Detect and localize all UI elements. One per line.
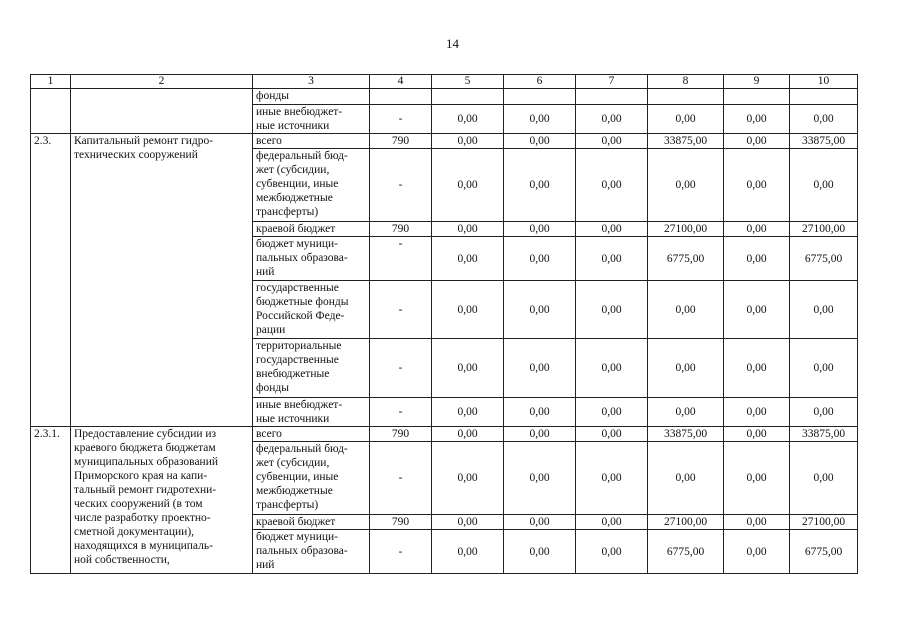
column-header: 5 <box>432 75 504 89</box>
value-cell-col-10: 6775,00 <box>790 530 858 574</box>
column-header: 9 <box>724 75 790 89</box>
table-body <box>31 75 858 574</box>
value-cell-col-9: 0,00 <box>724 398 790 427</box>
table-row <box>31 427 858 442</box>
value-cell-col-5: 0,00 <box>432 134 504 149</box>
item-number-cell: 2.3. <box>31 134 71 427</box>
value-cell-col-6: 0,00 <box>504 427 576 442</box>
value-cell-col-5: 0,00 <box>432 339 504 398</box>
funding-source-cell: всего <box>253 427 370 442</box>
value-cell-col-4: 790 <box>370 222 432 237</box>
item-number-cell <box>31 89 71 134</box>
column-header: 2 <box>71 75 253 89</box>
value-cell-col-8: 0,00 <box>648 442 724 515</box>
value-cell-col-10: 0,00 <box>790 442 858 515</box>
value-cell-col-9: 0,00 <box>724 339 790 398</box>
value-cell-col-8: 0,00 <box>648 281 724 339</box>
value-cell-col-10: 27100,00 <box>790 222 858 237</box>
value-cell-col-5: 0,00 <box>432 530 504 574</box>
value-cell-col-10: 0,00 <box>790 398 858 427</box>
value-cell-col-4: - <box>370 281 432 339</box>
value-cell-col-7: 0,00 <box>576 149 648 222</box>
value-cell-col-6: 0,00 <box>504 105 576 134</box>
value-cell-col-5: 0,00 <box>432 281 504 339</box>
value-cell-col-7: 0,00 <box>576 427 648 442</box>
value-cell-col-10: 0,00 <box>790 281 858 339</box>
value-cell-col-4: - <box>370 398 432 427</box>
value-cell-col-10 <box>790 89 858 105</box>
value-cell-col-6: 0,00 <box>504 442 576 515</box>
value-cell-col-7: 0,00 <box>576 530 648 574</box>
value-cell-col-7: 0,00 <box>576 237 648 281</box>
value-cell-col-5: 0,00 <box>432 237 504 281</box>
value-cell-col-8: 33875,00 <box>648 427 724 442</box>
value-cell-col-5: 0,00 <box>432 442 504 515</box>
item-name-cell <box>71 89 253 134</box>
item-number-cell: 2.3.1. <box>31 427 71 574</box>
value-cell-col-8: 6775,00 <box>648 530 724 574</box>
funding-source-cell: краевой бюджет <box>253 222 370 237</box>
value-cell-col-4: - <box>370 105 432 134</box>
value-cell-col-6: 0,00 <box>504 149 576 222</box>
value-cell-col-7: 0,00 <box>576 222 648 237</box>
value-cell-col-4: - <box>370 339 432 398</box>
value-cell-col-8: 0,00 <box>648 339 724 398</box>
value-cell-col-4 <box>370 89 432 105</box>
column-header: 8 <box>648 75 724 89</box>
value-cell-col-4: - <box>370 530 432 574</box>
value-cell-col-4: - <box>370 442 432 515</box>
column-header-row <box>31 75 858 89</box>
value-cell-col-5: 0,00 <box>432 149 504 222</box>
funding-source-cell: всего <box>253 134 370 149</box>
value-cell-col-9 <box>724 89 790 105</box>
value-cell-col-7: 0,00 <box>576 134 648 149</box>
value-cell-col-5: 0,00 <box>432 105 504 134</box>
value-cell-col-9: 0,00 <box>724 427 790 442</box>
value-cell-col-4: 790 <box>370 427 432 442</box>
value-cell-col-9: 0,00 <box>724 105 790 134</box>
value-cell-col-9: 0,00 <box>724 134 790 149</box>
value-cell-col-8: 27100,00 <box>648 222 724 237</box>
value-cell-col-9: 0,00 <box>724 515 790 530</box>
table-row <box>31 134 858 149</box>
budget-table <box>30 74 858 574</box>
column-header: 4 <box>370 75 432 89</box>
funding-source-cell: иные внебюджет- ные источники <box>253 398 370 427</box>
value-cell-col-6: 0,00 <box>504 339 576 398</box>
value-cell-col-8: 6775,00 <box>648 237 724 281</box>
value-cell-col-8: 33875,00 <box>648 134 724 149</box>
value-cell-col-7: 0,00 <box>576 105 648 134</box>
value-cell-col-6: 0,00 <box>504 237 576 281</box>
value-cell-col-9: 0,00 <box>724 149 790 222</box>
value-cell-col-4: 790 <box>370 515 432 530</box>
funding-source-cell: территориальные государственные внебюджетные фонды <box>253 339 370 398</box>
value-cell-col-6: 0,00 <box>504 134 576 149</box>
item-name-cell: Предоставление субсидии из краевого бюджета бюджетам муниципальных образований Приморского края на капи- тальный ремонт гидротехни- ческих сооружений (в том числе разработку проектно- сметной документации), находящихся в муниципаль- ной собственности, <box>71 427 253 574</box>
value-cell-col-8: 27100,00 <box>648 515 724 530</box>
column-header: 6 <box>504 75 576 89</box>
value-cell-col-9: 0,00 <box>724 281 790 339</box>
value-cell-col-4: - <box>370 237 432 281</box>
funding-source-cell: бюджет муници- пальных образова- ний <box>253 237 370 281</box>
value-cell-col-7: 0,00 <box>576 515 648 530</box>
value-cell-col-10: 27100,00 <box>790 515 858 530</box>
value-cell-col-8: 0,00 <box>648 149 724 222</box>
value-cell-col-8: 0,00 <box>648 105 724 134</box>
value-cell-col-7 <box>576 89 648 105</box>
funding-source-cell: федеральный бюд- жет (субсидии, субвенции, иные межбюджетные трансферты) <box>253 149 370 222</box>
value-cell-col-8 <box>648 89 724 105</box>
value-cell-col-7: 0,00 <box>576 398 648 427</box>
value-cell-col-6: 0,00 <box>504 515 576 530</box>
value-cell-col-9: 0,00 <box>724 222 790 237</box>
value-cell-col-4: - <box>370 149 432 222</box>
value-cell-col-8: 0,00 <box>648 398 724 427</box>
value-cell-col-6: 0,00 <box>504 398 576 427</box>
value-cell-col-6: 0,00 <box>504 281 576 339</box>
funding-source-cell: государственные бюджетные фонды Российской Феде- рации <box>253 281 370 339</box>
table-row <box>31 89 858 105</box>
value-cell-col-5: 0,00 <box>432 398 504 427</box>
value-cell-col-10: 0,00 <box>790 339 858 398</box>
funding-source-cell: краевой бюджет <box>253 515 370 530</box>
value-cell-col-5: 0,00 <box>432 515 504 530</box>
value-cell-col-10: 33875,00 <box>790 427 858 442</box>
value-cell-col-6: 0,00 <box>504 530 576 574</box>
value-cell-col-5: 0,00 <box>432 427 504 442</box>
column-header: 7 <box>576 75 648 89</box>
value-cell-col-6 <box>504 89 576 105</box>
value-cell-col-7: 0,00 <box>576 339 648 398</box>
value-cell-col-10: 6775,00 <box>790 237 858 281</box>
value-cell-col-10: 0,00 <box>790 149 858 222</box>
column-header: 1 <box>31 75 71 89</box>
value-cell-col-5: 0,00 <box>432 222 504 237</box>
item-name-cell: Капитальный ремонт гидро- технических сооружений <box>71 134 253 427</box>
value-cell-col-5 <box>432 89 504 105</box>
page-number: 14 <box>446 36 459 51</box>
value-cell-col-9: 0,00 <box>724 442 790 515</box>
value-cell-col-10: 0,00 <box>790 105 858 134</box>
value-cell-col-4: 790 <box>370 134 432 149</box>
value-cell-col-9: 0,00 <box>724 237 790 281</box>
value-cell-col-10: 33875,00 <box>790 134 858 149</box>
value-cell-col-7: 0,00 <box>576 281 648 339</box>
funding-source-cell: федеральный бюд- жет (субсидии, субвенции, иные межбюджетные трансферты) <box>253 442 370 515</box>
value-cell-col-7: 0,00 <box>576 442 648 515</box>
column-header: 3 <box>253 75 370 89</box>
value-cell-col-6: 0,00 <box>504 222 576 237</box>
funding-source-cell: фонды <box>253 89 370 105</box>
funding-source-cell: иные внебюджет- ные источники <box>253 105 370 134</box>
column-header: 10 <box>790 75 858 89</box>
funding-source-cell: бюджет муници- пальных образова- ний <box>253 530 370 574</box>
value-cell-col-9: 0,00 <box>724 530 790 574</box>
